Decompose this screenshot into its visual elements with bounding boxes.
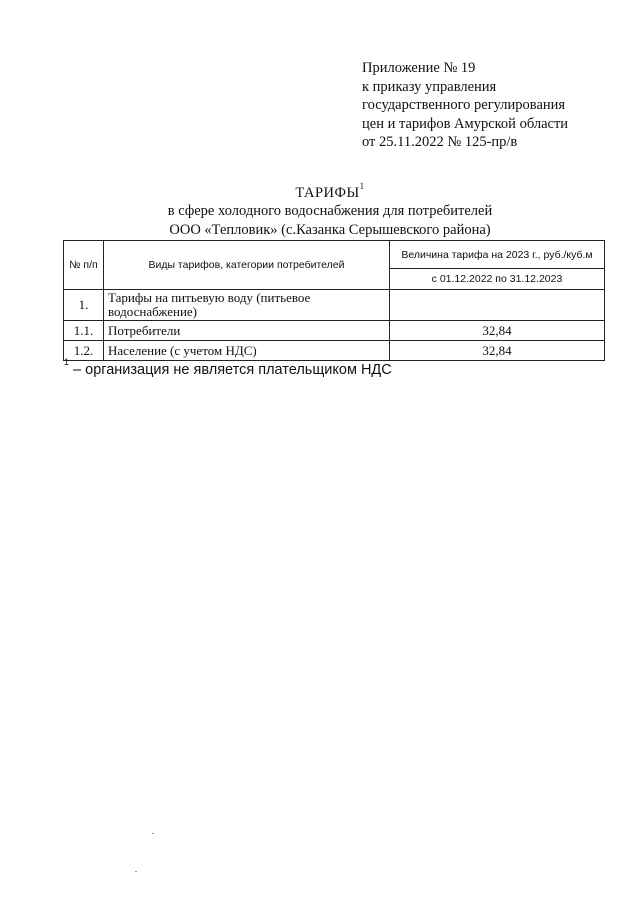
title-heading-footnote-marker: 1 xyxy=(359,181,365,191)
title-subline: в сфере холодного водоснабжения для потребителей xyxy=(167,203,493,220)
scan-speck xyxy=(135,871,137,872)
table-header-row xyxy=(64,241,605,269)
title-organization: ООО «Тепловик» (с.Казанка Серышевского района) xyxy=(169,221,491,238)
annex-line: от 25.11.2022 № 125-пр/в xyxy=(362,134,518,150)
scan-speck xyxy=(152,833,154,834)
row-num: 1.1. xyxy=(64,321,104,341)
annex-block xyxy=(362,59,568,152)
annex-line: Приложение № 19 xyxy=(362,60,476,76)
row-num: 1. xyxy=(64,290,104,321)
row-name: Тарифы на питьевую воду (питьевое водоснабжение) xyxy=(104,290,390,321)
row-num: 1.2. xyxy=(64,341,104,361)
footnote-text: – организация не является плательщиком НДС xyxy=(69,361,392,378)
row-name: Потребители xyxy=(104,321,390,341)
footnote-marker: 1 xyxy=(64,357,70,367)
header-value: Величина тарифа на 2023 г., руб./куб.м xyxy=(390,241,605,269)
header-num: № п/п xyxy=(64,241,104,290)
table-row xyxy=(64,321,605,341)
row-value: 32,84 xyxy=(390,321,605,341)
table-row xyxy=(64,290,605,321)
annex-line: государственного регулирования xyxy=(362,97,566,113)
title-heading-text: ТАРИФЫ xyxy=(295,184,360,201)
header-kind: Виды тарифов, категории потребителей xyxy=(104,241,390,290)
title-heading xyxy=(0,179,640,202)
tariff-table xyxy=(63,240,605,361)
header-period: с 01.12.2022 по 31.12.2023 xyxy=(390,269,605,290)
footnote xyxy=(64,357,392,378)
document-title xyxy=(0,179,640,239)
row-value: 32,84 xyxy=(390,341,605,361)
annex-line: цен и тарифов Амурской области xyxy=(362,115,569,132)
row-value xyxy=(390,290,605,321)
row-name: Население (с учетом НДС) xyxy=(104,341,390,361)
table-row xyxy=(64,341,605,361)
annex-line: к приказу управления xyxy=(362,78,497,95)
